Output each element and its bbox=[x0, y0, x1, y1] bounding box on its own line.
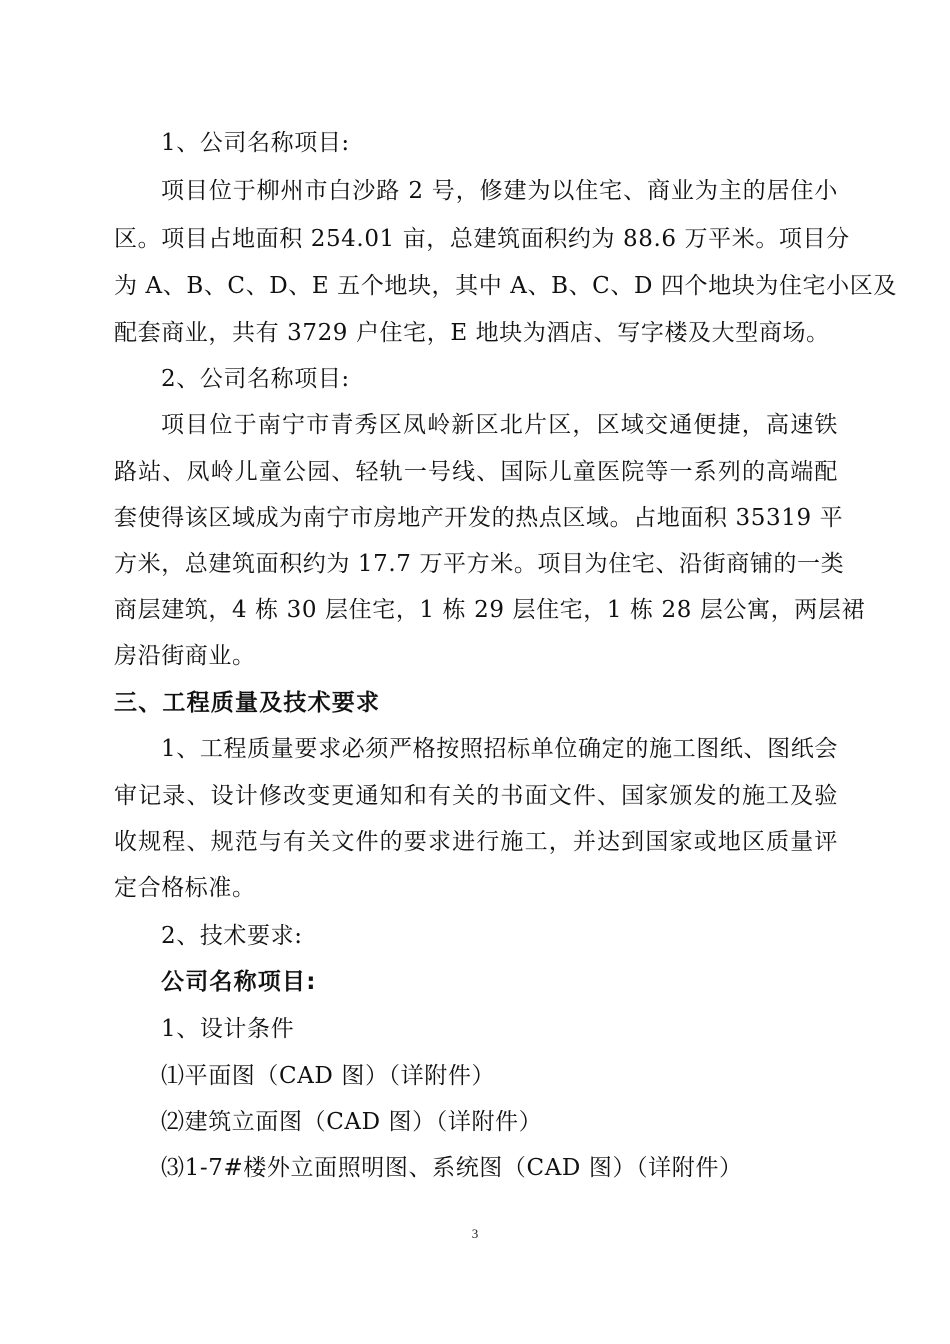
quality-line-1: 1、工程质量要求必须严格按照招标单位确定的施工图纸、图纸会 bbox=[161, 736, 838, 762]
quality-line-4: 定合格标准。 bbox=[114, 875, 256, 901]
design-item-3: ⑶1-7#楼外立面照明图、系统图（CAD 图）（详附件） bbox=[161, 1155, 743, 1181]
quality-line-2: 审记录、设计修改变更通知和有关的书面文件、国家颁发的施工及验 bbox=[114, 783, 838, 809]
design-item-1: ⑴平面图（CAD 图）（详附件） bbox=[161, 1063, 496, 1089]
project1-heading: 1、公司名称项目: bbox=[161, 130, 350, 156]
page-number: 3 bbox=[471, 1226, 479, 1241]
project2-line-3: 套使得该区域成为南宁市房地产开发的热点区域。占地面积 35319 平 bbox=[114, 505, 844, 531]
project2-line-1: 项目位于南宁市青秀区凤岭新区北片区，区域交通便捷，高速铁 bbox=[161, 412, 838, 438]
design-item-2: ⑵建筑立面图（CAD 图）（详附件） bbox=[161, 1109, 543, 1135]
section-title: 三、工程质量及技术要求 bbox=[114, 690, 381, 716]
company-project-heading: 公司名称项目: bbox=[161, 969, 317, 995]
project2-line-2: 路站、凤岭儿童公园、轻轨一号线、国际儿童医院等一系列的高端配 bbox=[114, 459, 838, 485]
design-conditions-heading: 1、设计条件 bbox=[161, 1016, 295, 1042]
project1-line-4: 配套商业，共有 3729 户住宅，E 地块为酒店、写字楼及大型商场。 bbox=[114, 320, 830, 346]
tech-heading: 2、技术要求: bbox=[161, 923, 303, 949]
project2-line-4: 方米，总建筑面积约为 17.7 万平方米。项目为住宅、沿街商铺的一类 bbox=[114, 551, 845, 577]
quality-line-3: 收规程、规范与有关文件的要求进行施工，并达到国家或地区质量评 bbox=[114, 829, 838, 855]
project2-line-6: 房沿街商业。 bbox=[114, 643, 256, 669]
project1-line-3: 为 A、B、C、D、E 五个地块，其中 A、B、C、D 四个地块为住宅小区及 bbox=[114, 273, 897, 299]
project1-line-2: 区。项目占地面积 254.01 亩，总建筑面积约为 88.6 万平米。项目分 bbox=[114, 226, 850, 252]
project1-line-1: 项目位于柳州市白沙路 2 号，修建为以住宅、商业为主的居住小 bbox=[161, 178, 838, 204]
project2-line-5: 商层建筑，4 栋 30 层住宅，1 栋 29 层住宅，1 栋 28 层公寓，两层裙 bbox=[114, 597, 866, 623]
project2-heading: 2、公司名称项目: bbox=[161, 366, 350, 392]
